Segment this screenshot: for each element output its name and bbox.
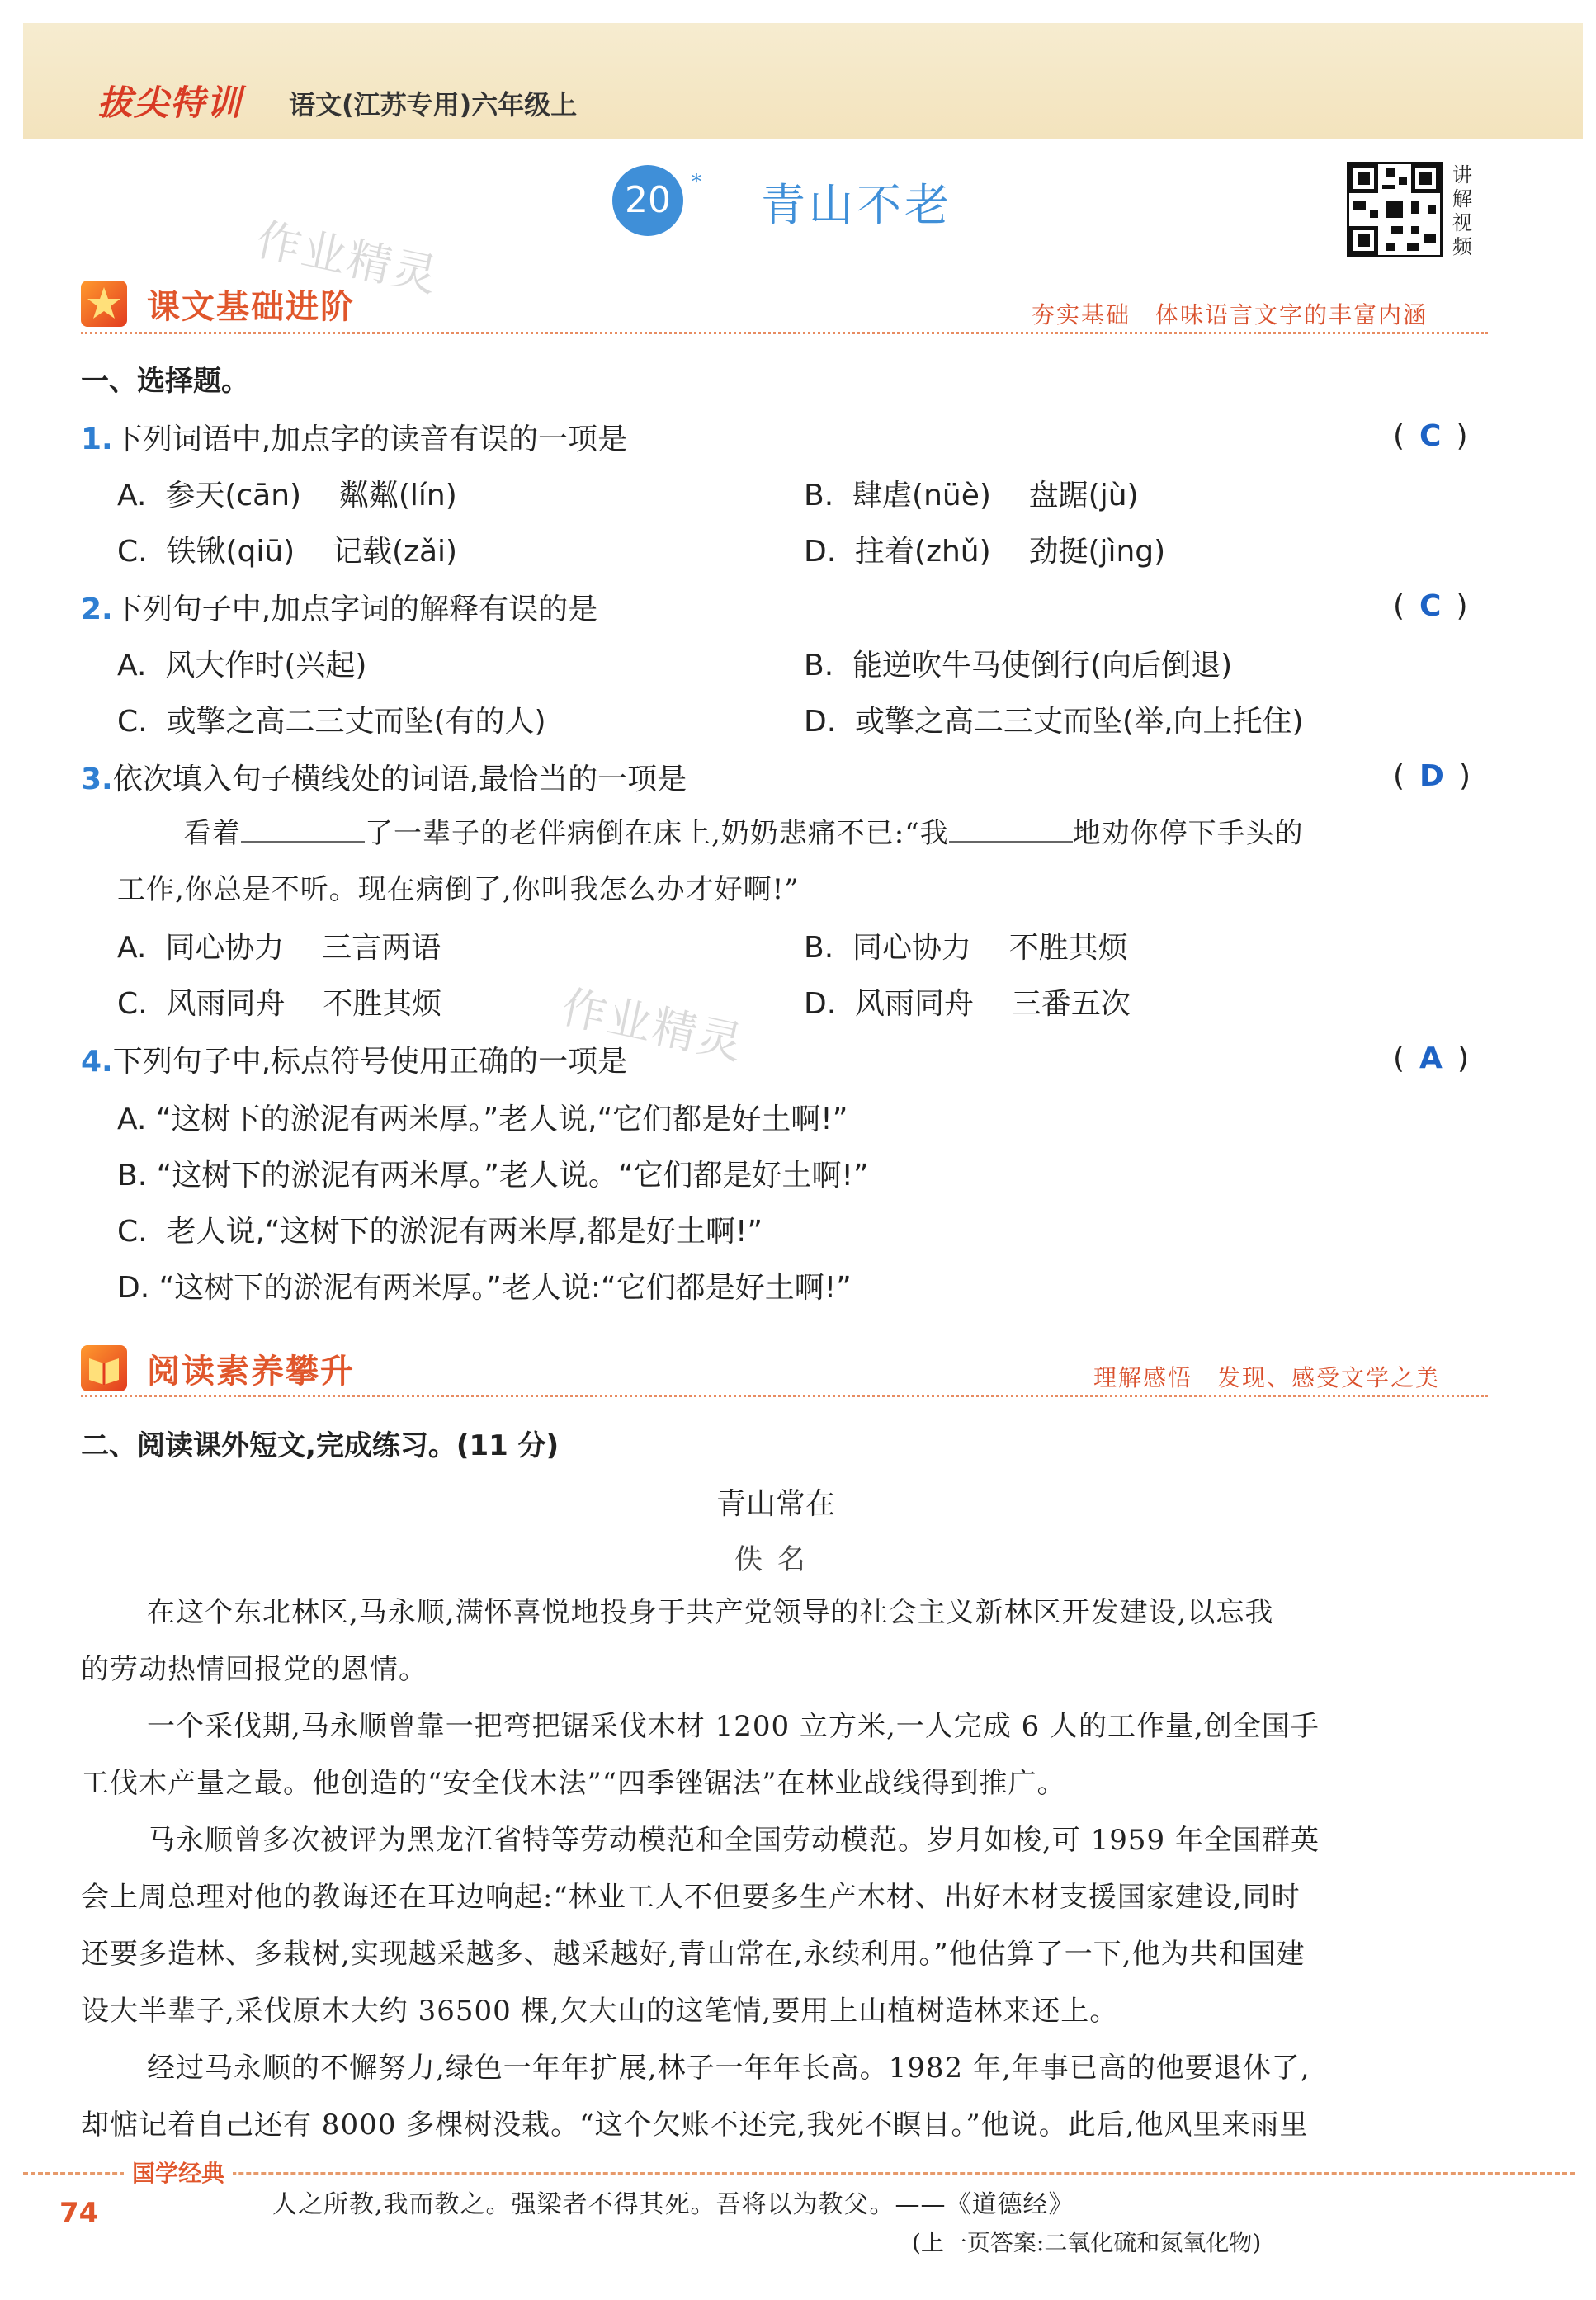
option-a: A. 参天(cān) 粼粼(lín) (117, 479, 457, 512)
answer-3: ( D ) (1393, 759, 1471, 793)
section-book-icon (81, 1345, 127, 1391)
section-title: 阅读素养攀升 (147, 1353, 355, 1391)
article-line: 经过马永顺的不懈努力,绿色一年年扩展,林子一年年长高。1982 年,年事已高的他要退休了, (147, 2052, 1310, 2085)
header-band (23, 23, 1583, 139)
section-tagline: 理解感悟 发现、感受文学之美 (1093, 1364, 1441, 1391)
article-line: 马永顺曾多次被评为黑龙江省特等劳动模范和全国劳动模范。岁月如梭,可 1959 年全国群英 (147, 1824, 1320, 1857)
lesson-number: 20 (612, 165, 683, 236)
answer-value: A (1419, 1041, 1443, 1075)
article-line: 设大半辈子,采伐原木大约 36500 棵,欠大山的这笔情,要用上山植树造林来还上。 (81, 1995, 1119, 2028)
article-line: 还要多造林、多栽树,实现越采越多、越采越好,青山常在,永续利用。”他估算了一下,他为共和国建 (81, 1938, 1306, 1971)
footer-quote: 人之所教,我而教之。强梁者不得其死。吾将以为教父。——《道德经》 (272, 2190, 1074, 2219)
option-c: C. 风雨同舟 不胜其烦 (117, 987, 442, 1021)
question-text: 依次填入句子横线处的词语,最恰当的一项是 (112, 763, 687, 796)
option-d: D. 拄着(zhǔ) 劲挺(jìng) (804, 535, 1166, 569)
question-text: 下列句子中,标点符号使用正确的一项是 (112, 1045, 628, 1079)
watermark: 作业精灵 (252, 213, 444, 303)
article-line: 工伐木产量之最。他创造的“安全伐木法”“四季锉锯法”在林业战线得到推广。 (81, 1767, 1066, 1800)
question-number: 4. (81, 1045, 113, 1079)
footer-divider (23, 2172, 1575, 2175)
article-line: 的劳动热情回报党的恩情。 (81, 1653, 427, 1686)
option-b: B. 同心协力 不胜其烦 (804, 931, 1128, 965)
blank-1 (241, 816, 365, 843)
option-a: A. “这树下的淤泥有两米厚。”老人说,“它们都是好土啊!” (117, 1103, 848, 1136)
lesson-title: 青山不老 (761, 179, 952, 231)
section-divider (81, 1395, 1488, 1397)
question-1 (81, 416, 627, 458)
article-title: 青山常在 (716, 1487, 836, 1521)
option-c: C. 或擎之高二三丈而坠(有的人) (117, 705, 546, 739)
option-c: C. 老人说,“这树下的淤泥有两米厚,都是好土啊!” (117, 1215, 763, 1249)
section-title: 课文基础进阶 (147, 288, 355, 326)
question-4 (81, 1038, 627, 1080)
page-number: 74 (59, 2197, 99, 2230)
article-line: 在这个东北林区,马永顺,满怀喜悦地投身于共产党领导的社会主义新林区开发建设,以忘我 (147, 1596, 1274, 1629)
option-b: B. “这树下的淤泥有两米厚。”老人说。“它们都是好土啊!” (117, 1159, 869, 1193)
lesson-star: * (692, 170, 701, 193)
answer-4: ( A ) (1393, 1041, 1469, 1075)
answer-value: C (1419, 419, 1442, 453)
article-line: 一个采伐期,马永顺曾靠一把弯把锯采伐木材 1200 立方米,一人完成 6 人的工作量,创全国手 (147, 1710, 1320, 1743)
part-heading: 一、选择题。 (81, 365, 249, 398)
article-line: 却惦记着自己还有 8000 多棵树没栽。“这个欠账不还完,我死不瞑目。”他说。此后,他风里来雨里 (81, 2109, 1309, 2142)
article-author: 佚名 (734, 1543, 820, 1576)
passage-line-2: 工作,你总是不听。现在病倒了,你叫我怎么办才好啊!” (117, 873, 800, 906)
qr-label: 讲解视频 (1452, 163, 1472, 258)
blank-2 (949, 816, 1073, 843)
passage-text: 看着 (183, 817, 241, 850)
option-d: D. 风雨同舟 三番五次 (804, 987, 1131, 1021)
question-number: 2. (81, 593, 113, 626)
section-divider (81, 332, 1488, 334)
answer-2: ( C ) (1393, 589, 1468, 623)
question-text: 下列句子中,加点字词的解释有误的是 (112, 593, 598, 626)
qr-code-icon[interactable] (1347, 162, 1443, 257)
passage-text: 地劝你停下手头的 (1072, 817, 1304, 850)
question-3 (81, 756, 687, 798)
passage-text: 了一辈子的老伴病倒在床上,奶奶悲痛不已:“我 (365, 817, 949, 850)
option-d: D. 或擎之高二三丈而坠(举,向上托住) (804, 705, 1304, 739)
book-title: 语文(江苏专用)六年级上 (289, 89, 578, 120)
option-b: B. 肆虐(nüè) 盘踞(jù) (804, 479, 1139, 512)
part-heading: 二、阅读课外短文,完成练习。(11 分) (81, 1429, 560, 1462)
brand-logo: 拔尖特训 (97, 83, 243, 123)
answer-value: C (1419, 589, 1442, 623)
watermark: 作业精灵 (557, 980, 749, 1070)
section-star-icon (81, 281, 127, 327)
option-c: C. 铁锹(qiū) 记载(zǎi) (117, 535, 458, 569)
passage-line-1 (183, 805, 1304, 862)
previous-page-answer: (上一页答案:二氧化硫和氮氧化物) (912, 2229, 1262, 2256)
question-number: 1. (81, 423, 113, 456)
question-text: 下列词语中,加点字的读音有误的一项是 (112, 423, 628, 456)
question-2 (81, 586, 597, 628)
answer-1: ( C ) (1393, 419, 1468, 453)
option-a: A. 风大作时(兴起) (117, 649, 367, 682)
section-tagline: 夯实基础 体味语言文字的丰富内涵 (1032, 301, 1428, 328)
footer-badge: 国学经典 (124, 2156, 233, 2189)
option-d: D. “这树下的淤泥有两米厚。”老人说:“它们都是好土啊!” (117, 1271, 852, 1305)
option-b: B. 能逆吹牛马使倒行(向后倒退) (804, 649, 1233, 682)
answer-value: D (1419, 759, 1444, 793)
question-number: 3. (81, 763, 113, 796)
option-a: A. 同心协力 三言两语 (117, 931, 441, 965)
article-line: 会上周总理对他的教诲还在耳边响起:“林业工人不但要多生产木材、出好木材支援国家建设,同时 (81, 1881, 1301, 1914)
